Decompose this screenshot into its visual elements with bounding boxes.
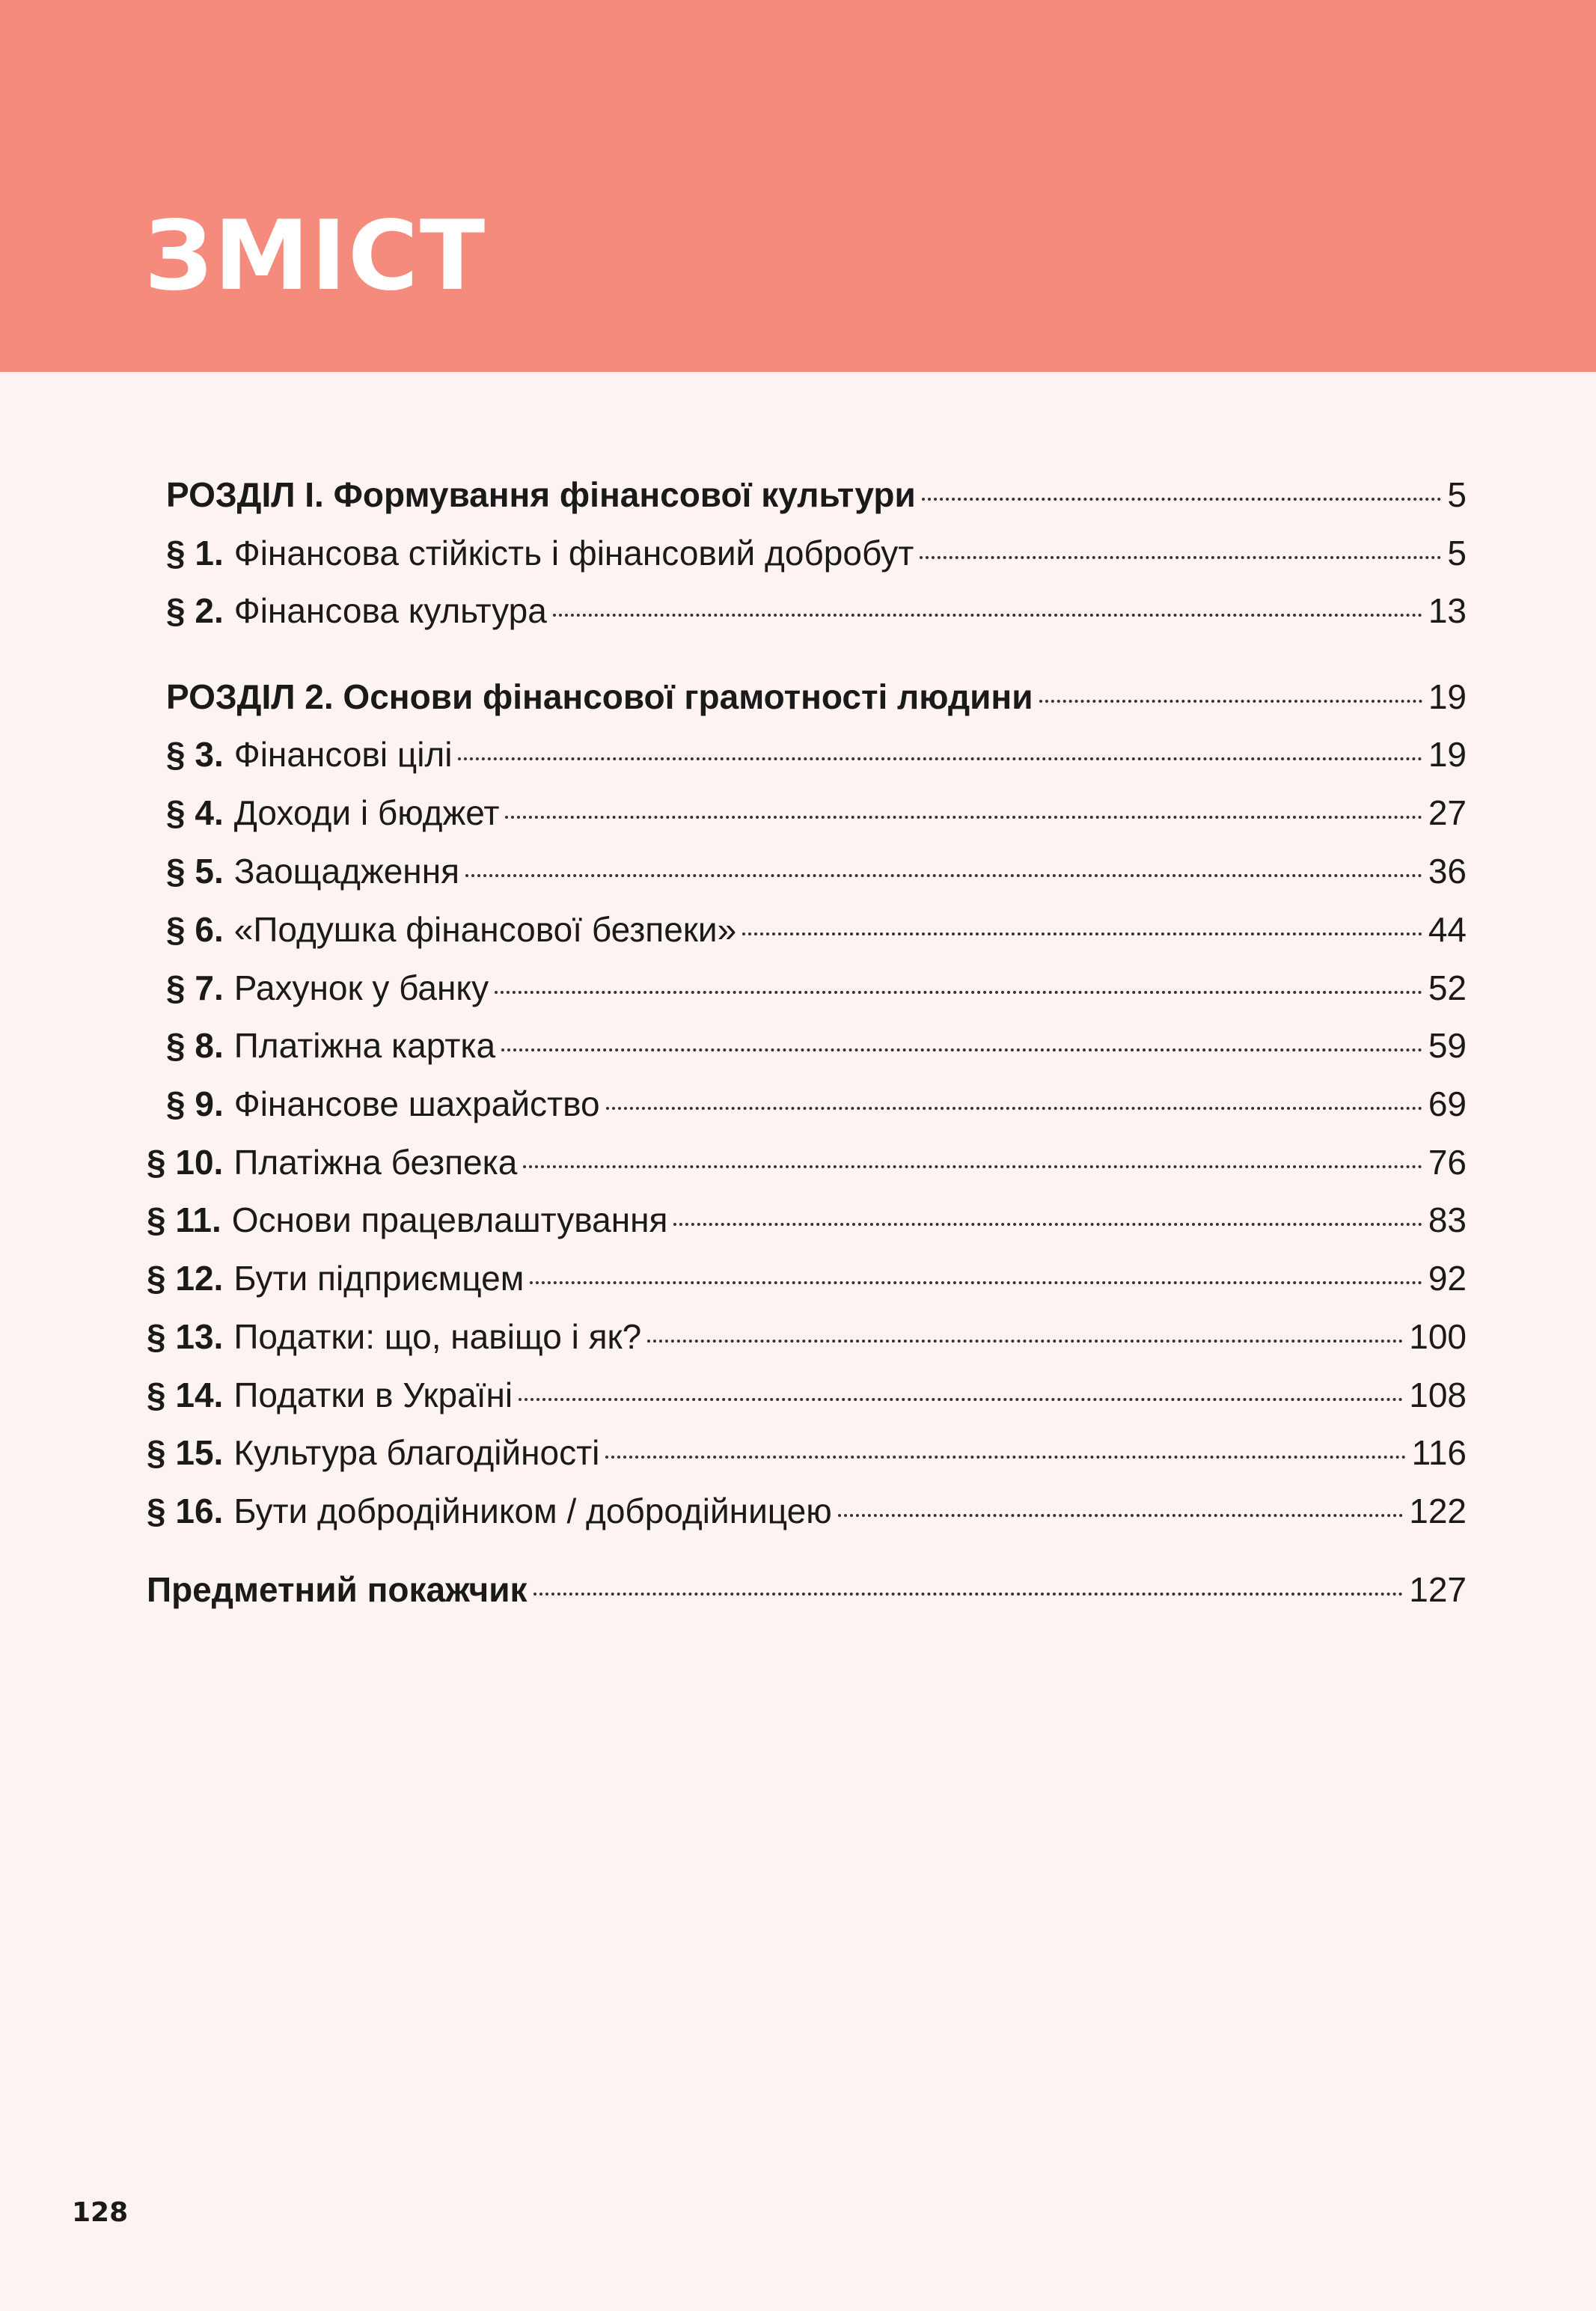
toc-paragraph-marker: § 13. (147, 1317, 224, 1356)
toc-paragraph-page: 92 (1428, 1259, 1467, 1298)
toc-section-2-page: 19 (1428, 677, 1467, 716)
toc-paragraph-8[interactable] (166, 1022, 1467, 1069)
toc-paragraph-9[interactable] (166, 1081, 1467, 1127)
toc-section-1-label: РОЗДІЛ І. Формування фінансової культури (166, 475, 916, 514)
toc-paragraph-label: «Подушка фінансової безпеки» (233, 910, 737, 949)
dot-leader (519, 1398, 1403, 1401)
toc-paragraph-label: Фінансова стійкість і фінансовий добробут (233, 534, 914, 573)
toc-paragraph-label: Основи працевлаштування (231, 1200, 668, 1239)
toc-section-1[interactable] (166, 471, 1467, 518)
dot-leader (495, 991, 1422, 994)
dot-leader (533, 1593, 1404, 1596)
page-title: ЗМІСТ (144, 201, 487, 312)
toc-paragraph-13[interactable] (147, 1313, 1467, 1360)
dot-leader (605, 1456, 1405, 1459)
dot-leader (922, 498, 1442, 501)
dot-leader (606, 1107, 1422, 1110)
toc-paragraph-page: 36 (1428, 852, 1467, 891)
toc-paragraph-page: 100 (1409, 1317, 1467, 1356)
toc-section-2[interactable] (166, 674, 1467, 720)
toc-subject-index-label: Предметний покажчик (147, 1570, 528, 1609)
toc-paragraph-marker: § 14. (147, 1376, 224, 1414)
dot-leader (501, 1048, 1422, 1051)
dot-leader (553, 614, 1422, 617)
toc-paragraph-page: 108 (1409, 1376, 1467, 1414)
toc-paragraph-label: Заощадження (233, 852, 460, 891)
page-number: 128 (72, 2197, 129, 2228)
toc-paragraph-label: Бути підприємцем (233, 1259, 525, 1298)
toc-paragraph-marker: § 11. (147, 1200, 221, 1239)
toc-paragraph-page: 27 (1428, 793, 1467, 832)
toc-paragraph-marker: § 15. (147, 1433, 224, 1472)
toc-paragraph-page: 59 (1428, 1026, 1467, 1065)
toc-subject-index[interactable] (147, 1566, 1467, 1613)
toc-paragraph-marker: § 1. (166, 534, 224, 573)
toc-paragraph-marker: § 12. (147, 1259, 224, 1298)
toc-paragraph-marker: § 5. (166, 852, 224, 891)
toc-paragraph-label: Фінансова культура (233, 591, 547, 630)
toc-paragraph-2[interactable] (166, 587, 1467, 634)
dot-leader (742, 932, 1422, 935)
toc-paragraph-marker: § 6. (166, 910, 224, 949)
toc-paragraph-page: 13 (1428, 591, 1467, 630)
toc-paragraph-label: Платіжна безпека (233, 1143, 518, 1182)
toc-paragraph-marker: § 2. (166, 591, 224, 630)
dot-leader (673, 1223, 1422, 1226)
toc-paragraph-marker: § 3. (166, 735, 224, 774)
toc-paragraph-label: Платіжна картка (233, 1026, 496, 1065)
dot-leader (505, 816, 1422, 819)
toc-paragraph-marker: § 10. (147, 1143, 224, 1182)
toc-paragraph-14[interactable] (147, 1372, 1467, 1418)
toc-paragraph-10[interactable] (147, 1139, 1467, 1185)
toc-paragraph-label: Податки в Україні (233, 1376, 513, 1414)
toc-paragraph-15[interactable] (147, 1429, 1467, 1476)
toc-paragraph-label: Бути добродійником / добродійницею (233, 1492, 832, 1530)
toc-paragraph-11[interactable] (147, 1197, 1467, 1243)
toc-paragraph-label: Фінансові цілі (233, 735, 453, 774)
toc-subject-index-page: 127 (1409, 1570, 1467, 1609)
toc-paragraph-16[interactable] (147, 1488, 1467, 1534)
toc-paragraph-marker: § 16. (147, 1492, 224, 1530)
toc-paragraph-12[interactable] (147, 1255, 1467, 1301)
toc-paragraph-page: 44 (1428, 910, 1467, 949)
toc-paragraph-label: Податки: що, навіщо і як? (233, 1317, 642, 1356)
toc-paragraph-label: Рахунок у банку (233, 968, 489, 1007)
toc-paragraph-page: 69 (1428, 1084, 1467, 1123)
toc-section-1-page: 5 (1447, 475, 1467, 514)
toc-paragraph-label: Доходи і бюджет (233, 793, 500, 832)
toc-paragraph-marker: § 9. (166, 1084, 224, 1123)
toc-paragraph-page: 116 (1411, 1433, 1467, 1472)
dot-leader (530, 1281, 1422, 1284)
toc-paragraph-page: 122 (1409, 1492, 1467, 1530)
toc-section-2-label: РОЗДІЛ 2. Основи фінансової грамотності людини (166, 677, 1033, 716)
toc-paragraph-6[interactable] (166, 906, 1467, 953)
toc-paragraph-5[interactable] (166, 848, 1467, 894)
toc-paragraph-3[interactable] (166, 731, 1467, 778)
toc-paragraph-marker: § 8. (166, 1026, 224, 1065)
dot-leader (523, 1165, 1422, 1168)
toc-paragraph-marker: § 4. (166, 793, 224, 832)
toc-paragraph-marker: § 7. (166, 968, 224, 1007)
toc-paragraph-page: 76 (1428, 1143, 1467, 1182)
dot-leader (920, 556, 1441, 559)
toc-paragraph-page: 19 (1428, 735, 1467, 774)
header-band (0, 0, 1596, 372)
dot-leader (647, 1340, 1403, 1343)
toc-paragraph-page: 5 (1447, 534, 1467, 573)
dot-leader (465, 874, 1422, 877)
toc-paragraph-page: 52 (1428, 968, 1467, 1007)
toc-paragraph-label: Культура благодійності (233, 1433, 600, 1472)
toc-paragraph-4[interactable] (166, 790, 1467, 836)
dot-leader (1039, 700, 1422, 703)
toc-paragraph-7[interactable] (166, 965, 1467, 1011)
dot-leader (838, 1514, 1404, 1517)
toc-paragraph-page: 83 (1428, 1200, 1467, 1239)
toc-paragraph-1[interactable] (166, 530, 1467, 576)
toc-paragraph-label: Фінансове шахрайство (233, 1084, 600, 1123)
dot-leader (458, 757, 1422, 760)
